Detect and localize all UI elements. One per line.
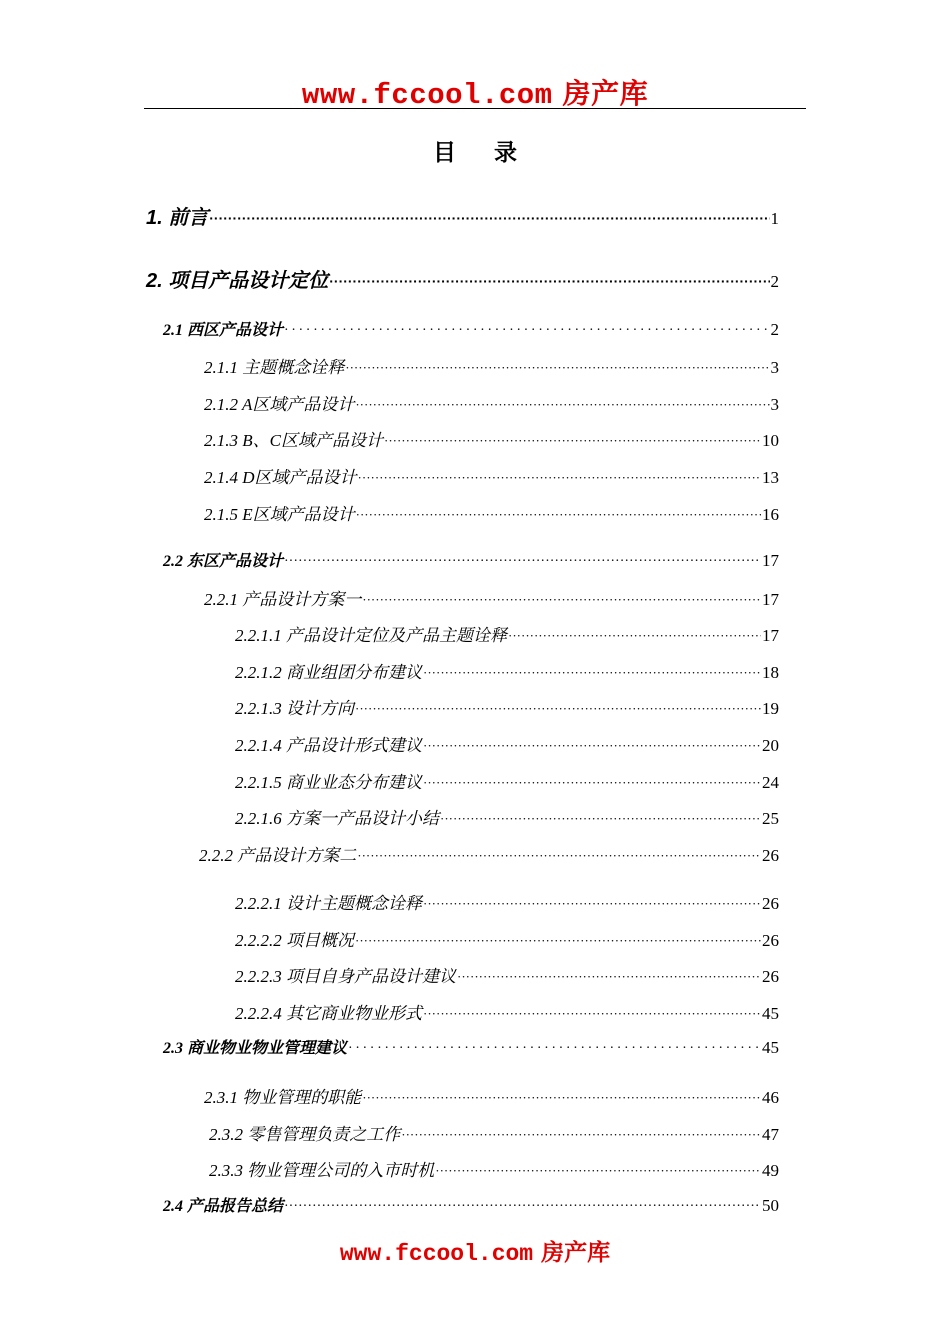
toc-entry-label: 2.2.1.1 产品设计定位及产品主题诠释 — [235, 626, 507, 645]
toc-entry — [235, 621, 779, 646]
toc-leader — [423, 665, 761, 679]
toc-entry — [199, 841, 779, 866]
toc-leader — [423, 896, 761, 910]
toc-entry-page: 10 — [762, 431, 779, 450]
toc-entry — [235, 889, 779, 914]
toc-leader — [357, 848, 761, 862]
toc-leader — [356, 507, 761, 521]
toc-leader — [508, 628, 761, 642]
toc-leader — [284, 323, 769, 338]
toc-entry — [146, 264, 779, 293]
toc-leader — [284, 1199, 761, 1214]
toc-entry-label: 2.2.1.4 产品设计形式建议 — [235, 736, 422, 755]
site-footer — [0, 1234, 950, 1267]
toc-entry — [235, 731, 779, 756]
toc-leader — [329, 273, 769, 288]
toc-entry-label: 2. 项目产品设计定位 — [146, 270, 329, 292]
toc-leader — [362, 592, 761, 606]
toc-leader — [440, 811, 761, 825]
toc-entry-label: 2.2.1.2 商业组团分布建议 — [235, 663, 422, 682]
toc-entry-page: 45 — [762, 1004, 779, 1023]
toc-entry-page: 26 — [762, 967, 779, 986]
toc-leader — [345, 360, 769, 374]
toc-entry-label: 2.2.2.4 其它商业物业形式 — [235, 1004, 422, 1023]
toc-entry-label: 2.2.2.3 项目自身产品设计建议 — [235, 967, 456, 986]
toc-entry-page: 26 — [762, 894, 779, 913]
toc-entry — [209, 1120, 779, 1145]
toc-entry-page: 2 — [770, 320, 779, 339]
toc-entry — [235, 926, 779, 951]
toc-entry-page: 25 — [762, 809, 779, 828]
toc-entry — [204, 463, 779, 488]
toc-leader — [209, 210, 769, 225]
toc-leader — [423, 775, 761, 789]
toc-entry-page: 45 — [762, 1038, 779, 1057]
toc-entry-label: 2.2.2.2 项目概况 — [235, 931, 354, 950]
toc-entry-page: 17 — [762, 551, 779, 570]
toc-entry-label: 2.1 西区产品设计 — [163, 322, 284, 339]
toc-entry-label: 2.1.2 A区域产品设计 — [204, 395, 355, 414]
toc-leader — [284, 554, 761, 569]
toc-entry — [204, 500, 779, 525]
toc-entry — [204, 426, 779, 451]
toc-entry-label: 2.2.2.1 设计主题概念诠释 — [235, 894, 422, 913]
toc-leader — [358, 470, 761, 484]
toc-entry-label: 2.4 产品报告总结 — [163, 1198, 284, 1215]
toc-entry — [235, 768, 779, 793]
toc-entry-label: 2.3 商业物业物业管理建议 — [163, 1040, 348, 1057]
toc-entry-page: 20 — [762, 736, 779, 755]
toc-entry — [235, 694, 779, 719]
toc-entry-page: 26 — [762, 931, 779, 950]
toc-entry — [146, 201, 779, 230]
toc-entry-label: 2.1.1 主题概念诠释 — [204, 358, 345, 377]
footer-brand: 房产库 — [541, 1240, 611, 1266]
toc-entry-page: 1 — [770, 209, 779, 228]
toc-leader — [348, 1041, 761, 1056]
toc-entry — [204, 585, 779, 610]
toc-entry-page: 46 — [762, 1088, 779, 1107]
toc-entry-label: 2.2.1.5 商业业态分布建议 — [235, 773, 422, 792]
footer-url: www.fccool.com — [339, 1241, 534, 1267]
toc-leader — [457, 969, 761, 983]
toc-leader — [435, 1163, 761, 1177]
toc-entry-label: 2.3.3 物业管理公司的入市时机 — [209, 1161, 435, 1180]
header-brand: 房产库 — [562, 77, 649, 110]
toc-entry-page: 2 — [770, 272, 779, 291]
toc-entry-page: 13 — [762, 468, 779, 487]
toc-entry — [204, 353, 779, 378]
toc-entry — [163, 1193, 779, 1216]
toc-entry-page: 3 — [770, 395, 779, 414]
toc-entry-label: 2.2 东区产品设计 — [163, 553, 284, 570]
toc-entry — [204, 390, 779, 415]
toc-leader — [362, 1090, 761, 1104]
toc-entry-page: 16 — [762, 505, 779, 524]
toc-entry — [235, 658, 779, 683]
toc-entry-page: 17 — [762, 590, 779, 609]
toc-entry-page: 17 — [762, 626, 779, 645]
toc-entry-label: 2.1.4 D区域产品设计 — [204, 468, 357, 487]
toc-leader — [384, 433, 761, 447]
toc-entry-label: 2.3.2 零售管理负责之工作 — [209, 1125, 401, 1144]
toc-entry-label: 2.1.3 B、C区域产品设计 — [204, 431, 383, 450]
toc-entry — [163, 317, 779, 340]
toc-leader — [423, 738, 761, 752]
toc-entry — [163, 1035, 779, 1058]
toc-entry — [235, 999, 779, 1024]
toc-entry-page: 49 — [762, 1161, 779, 1180]
toc-entry — [204, 1083, 779, 1108]
toc-title: 目录 — [433, 140, 555, 166]
toc-entry — [209, 1156, 779, 1181]
toc-entry — [235, 962, 779, 987]
toc-entry-page: 19 — [762, 699, 779, 718]
toc-entry-label: 2.2.1 产品设计方案一 — [204, 590, 362, 609]
toc-entry-page: 47 — [762, 1125, 779, 1144]
toc-leader — [355, 701, 761, 715]
toc-entry-page: 18 — [762, 663, 779, 682]
toc-leader — [355, 933, 761, 947]
toc-entry-label: 1. 前言 — [146, 207, 209, 229]
toc-entry-label: 2.1.5 E区域产品设计 — [204, 505, 355, 524]
toc-entry-label: 2.2.1.3 设计方向 — [235, 699, 354, 718]
toc-entry-label: 2.3.1 物业管理的职能 — [204, 1088, 362, 1107]
toc-leader — [401, 1127, 761, 1141]
toc-entry-label: 2.2.1.6 方案一产品设计小结 — [235, 809, 439, 828]
toc-entry-page: 26 — [762, 846, 779, 865]
toc-entry-page: 50 — [762, 1196, 779, 1215]
toc-leader — [355, 397, 769, 411]
toc-leader — [423, 1006, 761, 1020]
header-url: www.fccool.com — [301, 79, 553, 112]
toc-entry — [163, 548, 779, 571]
toc-entry-label: 2.2.2 产品设计方案二 — [199, 846, 357, 865]
toc-entry-page: 3 — [770, 358, 779, 377]
toc-entry — [235, 804, 779, 829]
toc-entry-page: 24 — [762, 773, 779, 792]
